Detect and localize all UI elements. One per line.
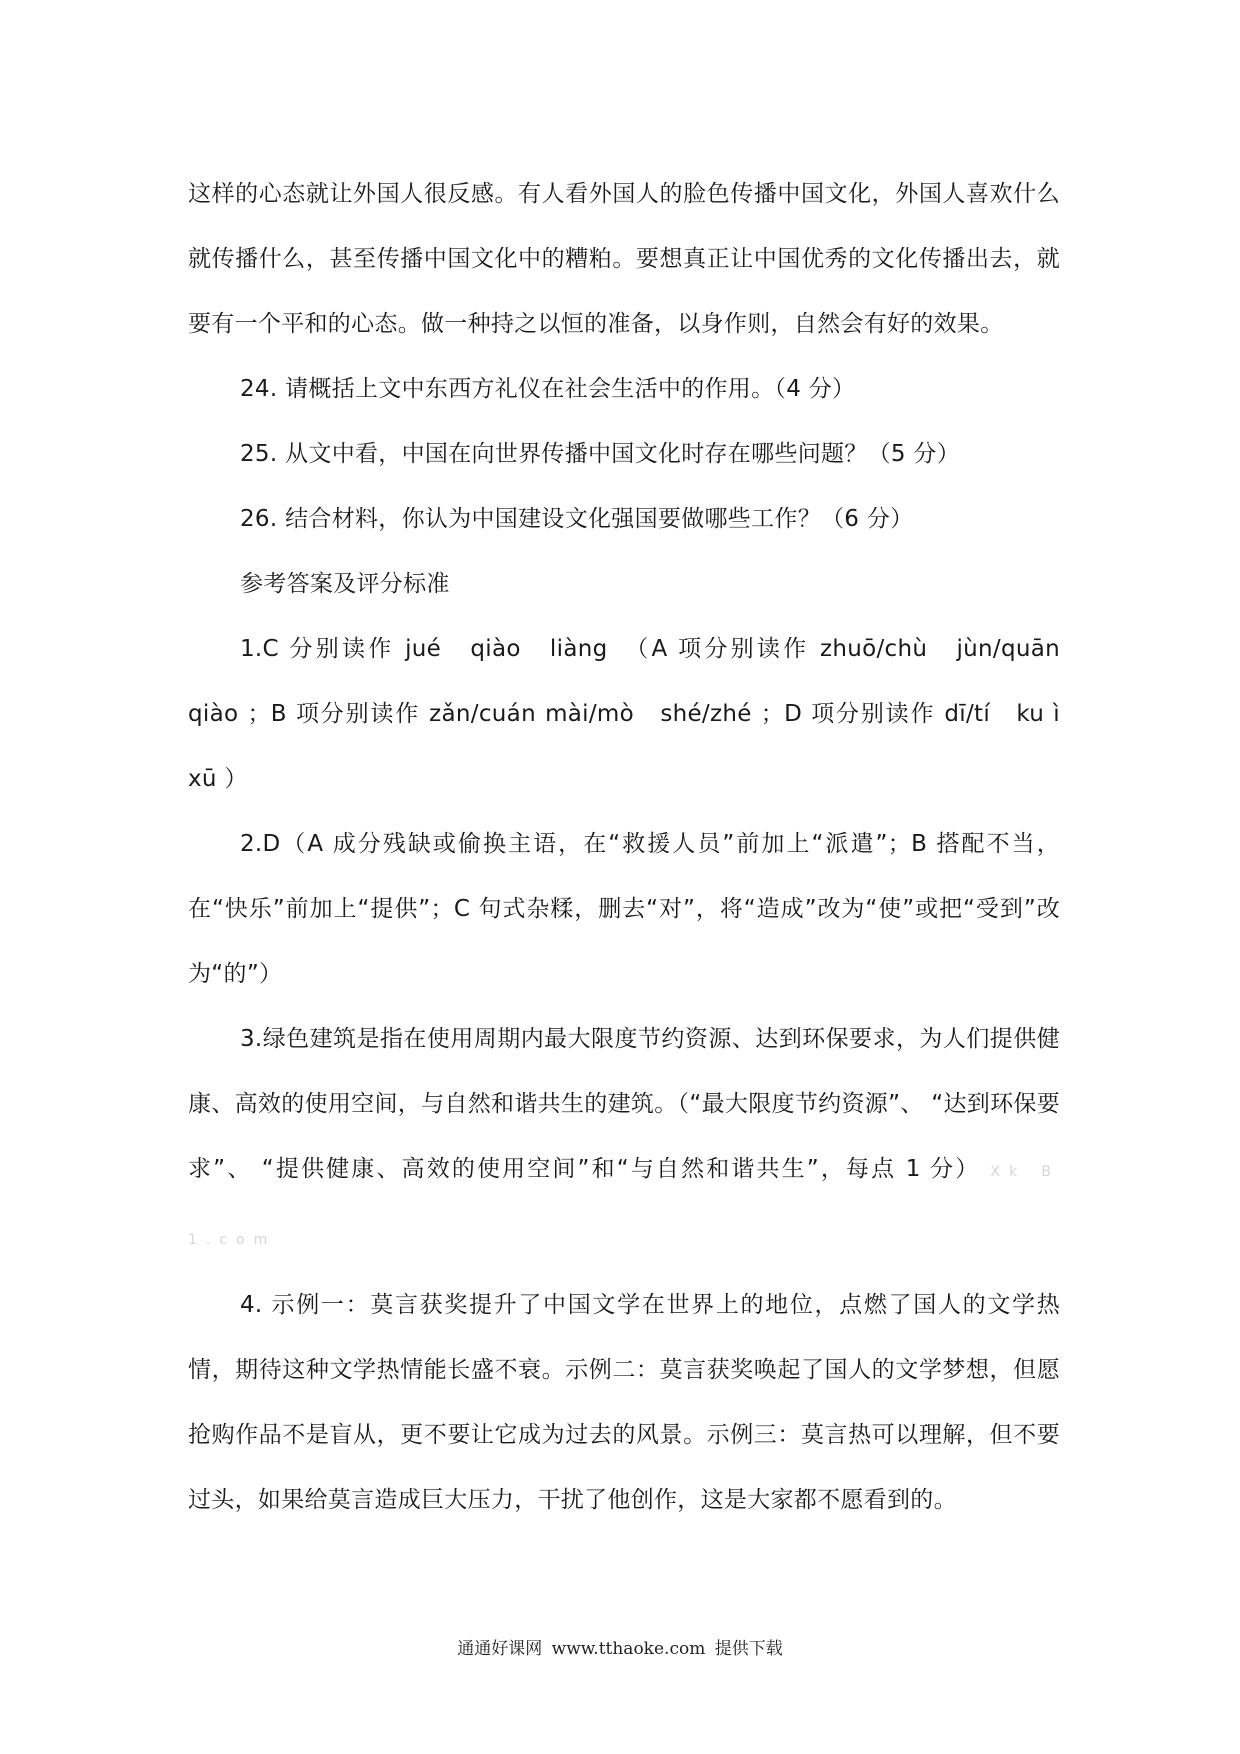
- answer-1: 1.C 分别读作 jué qiào liàng （A 项分别读作 zhuō/chù jùn/quān qiào ；B 项分别读作 zǎn/cuán mài/mò shé/zhé ；D 项分别读作 dī/tí ku ì xū ）: [188, 636, 1084, 792]
- document-body: [188, 162, 1084, 1533]
- paragraph-intro: 这样的心态就让外国人很反感。有人看外国人的脸色传播中国文化，外国人喜欢什么就传播什么，甚至传播中国文化中的糟粕。要想真正让中国优秀的文化传播出去，就要有一个平和的心态。做一种持之以恒的准备，以身作则，自然会有好的效果。: [188, 181, 1060, 337]
- answers-heading: 参考答案及评分标准: [240, 571, 450, 597]
- question-24: 24. 请概括上文中东西方礼仪在社会生活中的作用。（4 分）: [240, 376, 856, 402]
- answer-3: [188, 1007, 1060, 1273]
- answer-3-text: 3.绿色建筑是指在使用周期内最大限度节约资源、达到环保要求，为人们提供健康、高效的使用空间，与自然和谐共生的建筑。（“最大限度节约资源”、 “达到环保要求”、 “提供健康、高效的使用空间”和“与自然和谐共生”，每点 1 分）: [188, 1026, 1060, 1182]
- page-footer: 通通好课网 www.tthaoke.com 提供下载: [457, 1639, 783, 1659]
- answer-2: 2.D（A 成分残缺或偷换主语，在“救援人员”前加上“派遣”；B 搭配不当，在“快乐”前加上“提供”；C 句式杂糅，删去“对”，将“造成”改为“使”或把“受到”改为“的”）: [188, 831, 1060, 987]
- question-26: 26. 结合材料，你认为中国建设文化强国要做哪些工作？（6 分）: [240, 506, 914, 532]
- watermark: Xk B 1.com: [188, 1164, 1060, 1248]
- answer-4: 4. 示例一：莫言获奖提升了中国文学在世界上的地位，点燃了国人的文学热情，期待这种文学热情能长盛不衰。示例二：莫言获奖唤起了国人的文学梦想，但愿抢购作品不是盲从，更不要让它成为过去的风景。示例三：莫言热可以理解，但不要过头，如果给莫言造成巨大压力，干扰了他创作，这是大家都不愿看到的。: [188, 1292, 1060, 1513]
- question-25: 25. 从文中看，中国在向世界传播中国文化时存在哪些问题？（5 分）: [240, 441, 961, 467]
